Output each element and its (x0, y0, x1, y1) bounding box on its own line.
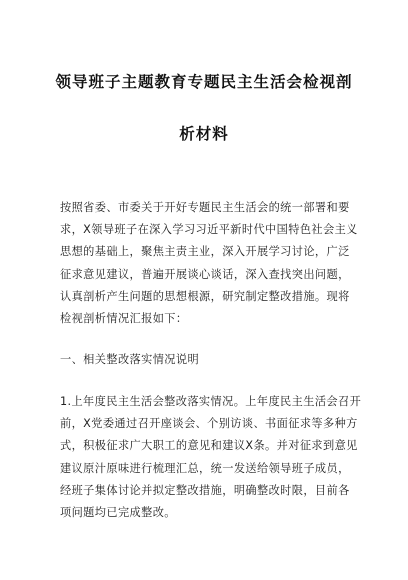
intro-line-1: 按照省委、市委关于开好专题民主生活会的统一部署和要 (60, 201, 350, 214)
document-title-line-1: 领导班子主题教育专题民主生活会检视剖 (55, 72, 353, 91)
intro-line-3: 思想的基础上，聚焦主责主业，深入开展学习讨论，广泛 (60, 245, 350, 258)
item1-line-6: 项问题均已完成整改。 (60, 506, 176, 519)
intro-line-6: 检视剖析情况汇报如下： (60, 312, 188, 325)
section-heading: 一、相关整改落实情况说明 (60, 353, 200, 366)
item1-line-5: 经班子集体讨论并拟定整改措施，明确整改时限，目前各 (60, 484, 350, 497)
intro-line-2: 求，X领导班子在深入学习习近平新时代中国特色社会主义 (60, 223, 358, 236)
intro-line-4: 征求意见建议，普遍开展谈心谈话，深入查找突出问题， (60, 268, 350, 281)
item1-line-4: 建议原汁原味进行梳理汇总，统一发送给领导班子成员， (60, 462, 350, 475)
item1-line-1: 1.上年度民主生活会整改落实情况。上年度民主生活会召开 (60, 395, 362, 408)
document-title-line-2: 析材料 (179, 124, 229, 143)
item1-line-2: 前，X党委通过召开座谈会、个别访谈、书面征求等多种方 (60, 417, 358, 430)
intro-line-5: 认真剖析产生问题的思想根源，研究制定整改措施。现将 (60, 290, 350, 303)
item1-line-3: 式，积极征求广大职工的意见和建议X条。并对征求到意见 (60, 439, 358, 452)
